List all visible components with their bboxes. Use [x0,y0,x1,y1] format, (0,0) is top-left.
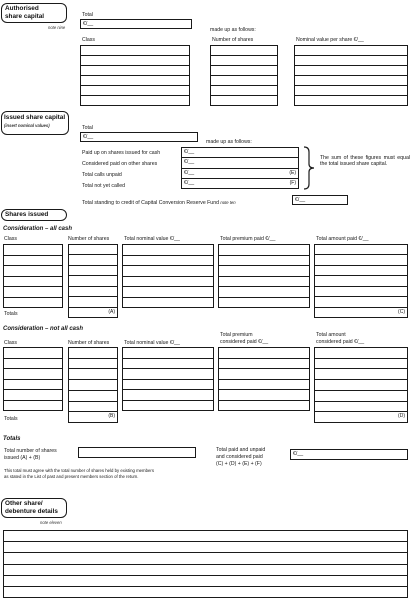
issued-row-value-1: €/__ [184,159,195,166]
shares-issued-title: Shares issued [5,211,49,218]
issued-brace-note: The sum of these figures must equal the total issued share capital. [320,155,410,168]
cash-heading: Consideration – all cash [3,226,73,232]
totals-num-field[interactable] [78,447,196,458]
ccrf-note: note ten [220,200,236,205]
authorised-class-table[interactable] [80,45,190,106]
authorised-title-line1: Authorised [5,5,39,12]
noncash-col-nominal: Total nominal value €/__ [124,340,180,346]
authorised-made-up: made up as follows: [210,27,256,33]
totals-paid-label-3: (C) + (D) + (E) + (F) [216,461,262,467]
other-note: note eleven [40,520,62,525]
authorised-nominal-table[interactable] [294,45,408,106]
cash-class-table[interactable] [3,244,63,308]
authorised-title-line2: share capital [5,13,45,20]
ccrf-label-text: Total standing to credit of Capital Conversion Reserve Fund [82,200,219,206]
cash-mark-c: (C) [398,308,405,315]
noncash-premium-table[interactable] [218,347,310,411]
cash-totals-label: Totals [4,311,18,317]
noncash-class-table[interactable] [3,347,63,411]
totals-heading: Totals [3,436,21,442]
issued-total-field[interactable] [80,132,198,142]
issued-total-label: Total [82,125,93,131]
issued-title: Issued share capital [4,114,66,121]
brace-icon [302,146,316,190]
ccrf-label [82,200,236,206]
noncash-col-amount-1: Total amount [316,332,346,338]
cash-amount-table[interactable] [314,244,408,318]
authorised-number-table[interactable] [210,45,278,106]
authorised-total-value: €/__ [83,21,94,27]
issued-mark-e: (E) [289,169,296,176]
noncash-mark-d: (D) [398,413,405,420]
totals-paid-field[interactable] [290,449,408,460]
cash-col-premium: Total premium paid €/__ [220,236,276,242]
other-details-table[interactable] [3,530,408,598]
totals-note-1: This total must agree with the total number of shares held by existing members [4,468,154,473]
noncash-col-class: Class [4,340,17,346]
authorised-col-class: Class [82,37,95,43]
issued-row-label-3: Total not yet called [82,183,125,189]
cash-col-number: Number of shares [68,236,110,242]
authorised-note: note nine [48,25,66,30]
issued-row-label-2: Total calls unpaid [82,172,122,178]
ccrf-field[interactable] [292,195,348,205]
cash-col-amount: Total amount paid €/__ [316,236,369,242]
cash-col-class: Class [4,236,17,242]
authorised-col-number: Number of shares [212,37,254,43]
issued-mark-f: (F) [289,179,296,186]
totals-paid-label-1: Total paid and unpaid [216,447,266,453]
totals-num-label-2: issued (A) + (B) [4,455,41,461]
issued-row-label-0: Paid up on shares issued for cash [82,150,161,156]
issued-row-value-0: €/__ [184,149,195,155]
noncash-number-table[interactable] [68,347,118,423]
totals-paid-label-2: and considered paid [216,454,263,460]
other-title-line2: debenture details [5,508,58,515]
noncash-totals-label: Totals [4,416,18,422]
cash-mark-a: (A) [108,308,115,315]
cash-premium-table[interactable] [218,244,310,308]
issued-made-up: made up as follows: [206,139,252,145]
noncash-nominal-table[interactable] [122,347,214,411]
cash-number-table[interactable] [68,244,118,318]
totals-note-2: as stated in the List of past and present members section of the return. [4,474,139,479]
authorised-total-label: Total [82,12,93,18]
cash-nominal-table[interactable] [122,244,214,308]
issued-subtitle: (insert nominal values) [4,123,50,128]
totals-num-label-1: Total number of shares [4,448,57,454]
issued-row-value-2: €/__ [184,169,195,176]
noncash-col-premium-1: Total premium [220,332,253,338]
noncash-mark-b: (B) [108,413,115,420]
issued-row-label-1: Considered paid on other shares [82,161,158,167]
issued-total-value: €/__ [83,134,94,140]
noncash-col-amount-2: considered paid €/__ [316,339,365,345]
other-title-line1: Other share/ [5,500,43,507]
ccrf-value: €/__ [295,197,306,203]
authorised-total-field[interactable] [80,19,192,29]
noncash-heading: Consideration – not all cash [3,326,84,332]
noncash-col-number: Number of shares [68,340,110,346]
totals-paid-value: €/__ [293,451,304,457]
issued-row-value-3: €/__ [184,179,195,186]
noncash-col-premium-2: considered paid €/__ [220,339,269,345]
noncash-amount-table[interactable] [314,347,408,423]
cash-col-nominal: Total nominal value €/__ [124,236,180,242]
authorised-col-nominal: Nominal value per share €/__ [296,37,364,43]
issued-values-table[interactable] [181,147,299,189]
